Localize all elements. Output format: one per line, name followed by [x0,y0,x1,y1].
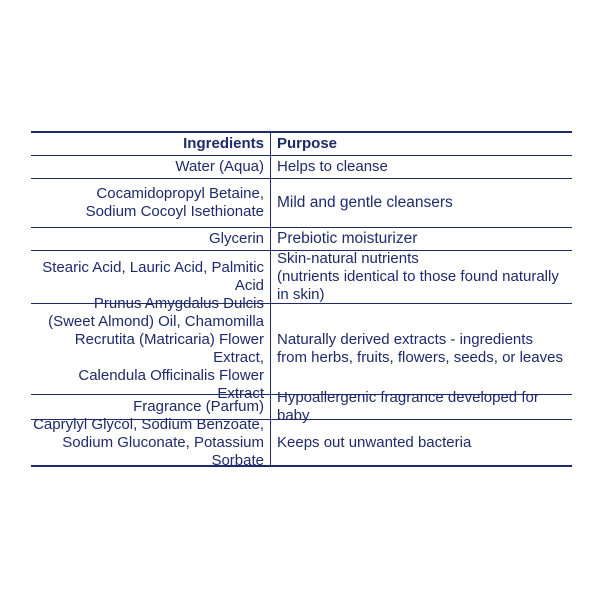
table-header-row [31,133,572,156]
purpose-cell: Hypoallergenic fragrance developed for baby [277,389,539,424]
purpose-cell: Helps to cleanse [277,158,388,175]
purpose-cell: Mild and gentle cleansers [277,194,453,211]
ingredient-cell: Fragrance (Parfum) [31,395,271,419]
ingredient-cell: Caprylyl Glycol, Sodium Benzoate, Sodium Gluconate, Potassium Sorbate [31,420,271,465]
table-row [31,228,572,251]
purpose-cell: Skin-natural nutrients (nutrients identical to those found naturally in skin) [277,250,559,303]
ingredients-table [31,131,572,467]
ingredient-cell: Stearic Acid, Lauric Acid, Palmitic Acid [31,251,271,303]
table-row [31,156,572,179]
table-row [31,415,572,469]
header-ingredients: Ingredients [31,133,271,155]
ingredient-cell: Prunus Amygdalus Dulcis (Sweet Almond) Oil, Chamomilla Recrutita (Matricaria) Flower Extract, Calendula Officinalis Flower Extract [31,304,271,394]
purpose-cell: Keeps out unwanted bacteria [277,433,472,451]
ingredient-cell: Cocamidopropyl Betaine, Sodium Cocoyl Isethionate [31,179,271,227]
header-purpose: Purpose [277,135,338,152]
ingredient-cell: Glycerin [31,228,271,250]
ingredient-cell: Water (Aqua) [31,156,271,178]
table-row [31,179,572,228]
purpose-cell: Naturally derived extracts - ingredients from herbs, fruits, flowers, seeds, or leaves [277,331,563,366]
purpose-cell: Prebiotic moisturizer [277,230,418,247]
table-row [31,295,572,402]
